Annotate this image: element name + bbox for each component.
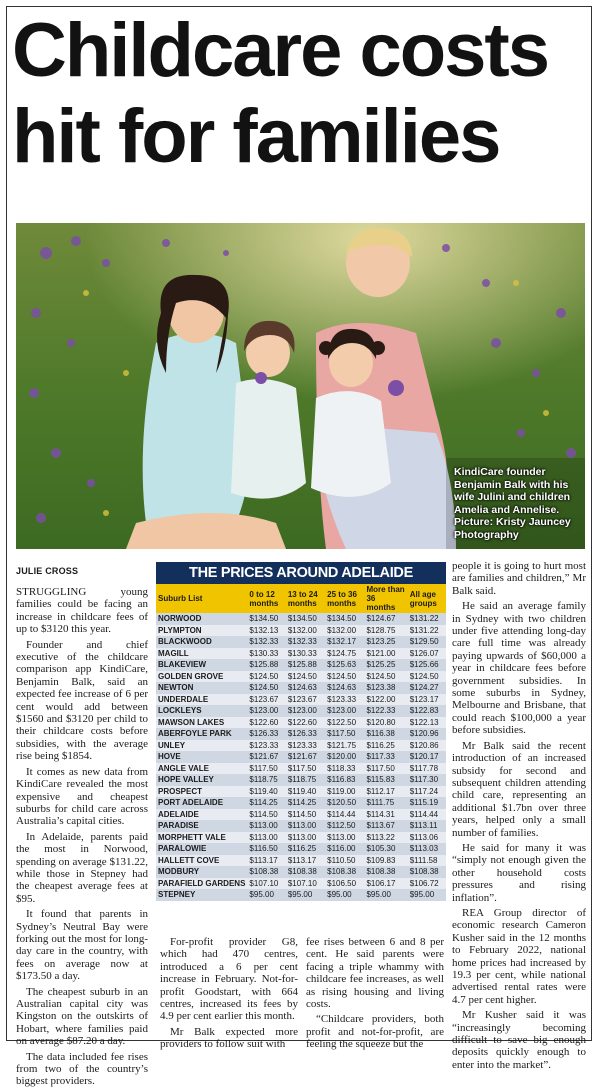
- article-paragraph: “Childcare providers, both profit and not-for-profit, are feeling the squeeze but the: [306, 1013, 444, 1051]
- price-cell: $124.50: [247, 671, 285, 683]
- article-paragraph: Founder and chief executive of the childcare comparison app KindiCare, Benjamin Balk, said an expected fee increase of 6 per cent would add between $1560 and $3120 per child to their childcare costs before subsidies, with the average rise being $1854.: [16, 638, 148, 763]
- price-cell: $121.00: [364, 648, 407, 660]
- price-cell: $108.38: [364, 866, 407, 878]
- suburb-cell: PARADISE: [156, 820, 247, 832]
- price-cell: $120.50: [325, 797, 364, 809]
- table-row: [156, 832, 446, 844]
- article-paragraph: REA Group director of economic research Cameron Kusher said in the 12 months to February 2022, national home prices had increased by 19.3 per cent, while national advertised rental rates were 4.7 per cent higher.: [452, 906, 586, 1006]
- price-cell: $95.00: [364, 889, 407, 901]
- price-cell: $113.00: [247, 820, 285, 832]
- price-cell: $124.27: [408, 682, 446, 694]
- price-cell: $105.30: [364, 843, 407, 855]
- suburb-cell: LOCKLEYS: [156, 705, 247, 717]
- price-cell: $116.25: [286, 843, 325, 855]
- price-cell: $95.00: [325, 889, 364, 901]
- price-cell: $112.50: [325, 820, 364, 832]
- article-column-mid-2: [306, 936, 444, 1054]
- price-cell: $114.50: [247, 809, 285, 821]
- price-cell: $113.03: [408, 843, 446, 855]
- price-cell: $129.50: [408, 636, 446, 648]
- table-row: [156, 878, 446, 890]
- price-cell: $114.31: [364, 809, 407, 821]
- price-cell: $130.33: [247, 648, 285, 660]
- price-cell: $117.50: [247, 763, 285, 775]
- table-row: [156, 855, 446, 867]
- price-cell: $123.00: [286, 705, 325, 717]
- price-cell: $119.40: [247, 786, 285, 798]
- price-cell: $120.80: [364, 717, 407, 729]
- price-cell: $113.00: [286, 820, 325, 832]
- price-cell: $109.83: [364, 855, 407, 867]
- price-cell: $123.67: [286, 694, 325, 706]
- price-cell: $95.00: [408, 889, 446, 901]
- price-cell: $132.00: [286, 625, 325, 637]
- price-cell: $113.17: [286, 855, 325, 867]
- table-row: [156, 763, 446, 775]
- price-cell: $120.00: [325, 751, 364, 763]
- price-cell: $132.33: [286, 636, 325, 648]
- prices-grid: [156, 584, 446, 901]
- suburb-cell: HOVE: [156, 751, 247, 763]
- table-row: [156, 866, 446, 878]
- price-cell: $124.50: [286, 671, 325, 683]
- price-cell: $106.72: [408, 878, 446, 890]
- table-row: [156, 797, 446, 809]
- column-header: More than 36 months: [364, 584, 407, 613]
- price-cell: $113.17: [247, 855, 285, 867]
- suburb-cell: STEPNEY: [156, 889, 247, 901]
- column-header: 0 to 12 months: [247, 584, 285, 613]
- suburb-cell: HOPE VALLEY: [156, 774, 247, 786]
- price-cell: $120.96: [408, 728, 446, 740]
- price-cell: $123.00: [247, 705, 285, 717]
- table-row: [156, 717, 446, 729]
- price-cell: $122.00: [364, 694, 407, 706]
- table-row: [156, 786, 446, 798]
- price-cell: $114.50: [286, 809, 325, 821]
- price-cell: $124.50: [364, 671, 407, 683]
- price-cell: $124.75: [325, 648, 364, 660]
- price-cell: $106.17: [364, 878, 407, 890]
- table-row: [156, 820, 446, 832]
- price-cell: $115.83: [364, 774, 407, 786]
- price-cell: $125.88: [247, 659, 285, 671]
- table-title: THE PRICES AROUND ADELAIDE: [156, 562, 446, 584]
- price-cell: $114.44: [325, 809, 364, 821]
- table-row: [156, 682, 446, 694]
- price-cell: $134.50: [286, 613, 325, 625]
- price-cell: $125.63: [325, 659, 364, 671]
- suburb-cell: MORPHETT VALE: [156, 832, 247, 844]
- price-cell: $122.50: [325, 717, 364, 729]
- suburb-cell: ADELAIDE: [156, 809, 247, 821]
- table-row: [156, 694, 446, 706]
- table-row: [156, 636, 446, 648]
- price-cell: $108.38: [325, 866, 364, 878]
- suburb-cell: HALLETT COVE: [156, 855, 247, 867]
- price-cell: $123.67: [247, 694, 285, 706]
- price-cell: $125.25: [364, 659, 407, 671]
- price-cell: $113.00: [325, 832, 364, 844]
- table-row: [156, 889, 446, 901]
- suburb-cell: PARALOWIE: [156, 843, 247, 855]
- price-cell: $114.44: [408, 809, 446, 821]
- price-cell: $123.00: [325, 705, 364, 717]
- price-cell: $113.22: [364, 832, 407, 844]
- price-cell: $118.75: [286, 774, 325, 786]
- column-header: 13 to 24 months: [286, 584, 325, 613]
- suburb-cell: NORWOOD: [156, 613, 247, 625]
- table-row: [156, 740, 446, 752]
- suburb-cell: UNDERDALE: [156, 694, 247, 706]
- table-row: [156, 843, 446, 855]
- table-header-row: [156, 584, 446, 613]
- suburb-cell: PORT ADELAIDE: [156, 797, 247, 809]
- price-cell: $132.33: [247, 636, 285, 648]
- table-row: [156, 625, 446, 637]
- article-paragraph: fee rises between 6 and 8 per cent. He said parents were facing a triple whammy with childcare fee increases, as well as rising housing and living costs.: [306, 936, 444, 1011]
- price-cell: $118.33: [325, 763, 364, 775]
- suburb-cell: MODBURY: [156, 866, 247, 878]
- price-cell: $113.67: [364, 820, 407, 832]
- price-cell: $122.83: [408, 705, 446, 717]
- article-paragraph: In Adelaide, parents paid the most in Norwood, spending on average $131.22, while those in Stepney had the cheapest average fees at $95.: [16, 830, 148, 905]
- price-cell: $117.50: [325, 728, 364, 740]
- price-cell: $124.50: [247, 682, 285, 694]
- article-paragraph: It comes as new data from KindiCare revealed the most expensive and cheapest suburbs for child care across Australia’s capital cities.: [16, 765, 148, 828]
- price-cell: $132.00: [325, 625, 364, 637]
- price-cell: $114.25: [247, 797, 285, 809]
- price-cell: $124.63: [286, 682, 325, 694]
- price-cell: $113.00: [286, 832, 325, 844]
- price-cell: $107.10: [247, 878, 285, 890]
- suburb-cell: MAWSON LAKES: [156, 717, 247, 729]
- price-cell: $114.25: [286, 797, 325, 809]
- article-paragraph: STRUGGLING young families could be facing an increase in childcare fees of up to $3120 this year.: [16, 586, 148, 636]
- price-cell: $116.00: [325, 843, 364, 855]
- price-cell: $121.67: [286, 751, 325, 763]
- price-cell: $123.38: [364, 682, 407, 694]
- price-cell: $118.75: [247, 774, 285, 786]
- price-cell: $111.58: [408, 855, 446, 867]
- article-paragraph: It found that parents in Sydney’s Neutral Bay were forking out the most for long-day care in the country, with fees on average now at $173.50 a day.: [16, 908, 148, 983]
- table-row: [156, 613, 446, 625]
- suburb-cell: BLACKWOOD: [156, 636, 247, 648]
- price-cell: $122.13: [408, 717, 446, 729]
- photo-caption: KindiCare founder Benjamin Balk with his wife Julini and children Amelia and Annelise. Picture: Kristy Jauncey Photography: [454, 466, 571, 541]
- suburb-cell: GOLDEN GROVE: [156, 671, 247, 683]
- price-cell: $120.86: [408, 740, 446, 752]
- article-column-left: [16, 586, 148, 1091]
- price-cell: $134.50: [247, 613, 285, 625]
- price-cell: $112.17: [364, 786, 407, 798]
- table-row: [156, 671, 446, 683]
- article-paragraph: Mr Balk expected more providers to follow suit with: [160, 1025, 298, 1051]
- article-column-mid-1: [160, 936, 298, 1054]
- price-cell: $124.50: [325, 671, 364, 683]
- price-cell: $106.50: [325, 878, 364, 890]
- price-cell: $117.24: [408, 786, 446, 798]
- price-cell: $120.17: [408, 751, 446, 763]
- price-cell: $117.50: [364, 763, 407, 775]
- price-cell: $125.66: [408, 659, 446, 671]
- price-cell: $107.10: [286, 878, 325, 890]
- article-paragraph: For-profit provider G8, which had 470 centres, introduced a 6 per cent increase in February. Not-for-profit Goodstart, with 664 centres, increased its fees by 4.9 per cent earlier this month.: [160, 936, 298, 1023]
- price-cell: $119.40: [286, 786, 325, 798]
- price-cell: $115.19: [408, 797, 446, 809]
- suburb-cell: PROSPECT: [156, 786, 247, 798]
- price-cell: $131.22: [408, 625, 446, 637]
- price-cell: $121.75: [325, 740, 364, 752]
- column-header: Suburb List: [156, 584, 247, 613]
- suburb-cell: UNLEY: [156, 740, 247, 752]
- price-cell: $122.60: [286, 717, 325, 729]
- article-paragraph: Mr Kusher said it was “increasingly becoming difficult to save big enough deposits quickly enough to enter into the market”.: [452, 1009, 586, 1071]
- price-cell: $128.75: [364, 625, 407, 637]
- article-column-right: [452, 560, 586, 1074]
- price-cell: $117.33: [364, 751, 407, 763]
- price-cell: $108.38: [247, 866, 285, 878]
- price-cell: $113.00: [247, 832, 285, 844]
- article-paragraph: The data included fee rises from two of the country’s biggest providers.: [16, 1050, 148, 1088]
- price-cell: $117.78: [408, 763, 446, 775]
- price-cell: $108.38: [286, 866, 325, 878]
- suburb-cell: NEWTON: [156, 682, 247, 694]
- price-cell: $117.30: [408, 774, 446, 786]
- price-cell: $126.07: [408, 648, 446, 660]
- price-cell: $123.33: [286, 740, 325, 752]
- prices-table: [156, 562, 446, 901]
- price-cell: $113.06: [408, 832, 446, 844]
- price-cell: $123.17: [408, 694, 446, 706]
- price-cell: $132.17: [325, 636, 364, 648]
- byline: JULIE CROSS: [16, 566, 79, 576]
- price-cell: $134.50: [325, 613, 364, 625]
- price-cell: $95.00: [286, 889, 325, 901]
- table-row: [156, 659, 446, 671]
- price-cell: $116.50: [247, 843, 285, 855]
- price-cell: $124.67: [364, 613, 407, 625]
- table-row: [156, 809, 446, 821]
- suburb-cell: ABERFOYLE PARK: [156, 728, 247, 740]
- price-cell: $117.50: [286, 763, 325, 775]
- article-paragraph: He said an average family in Sydney with two children under five attending long-day care full time was already paying upwards of $60,000 a year in childcare fees before government subsidies. In some suburbs in Sydney, Melbourne and Brisbane, that could reach $100,000 a year before subsidies.: [452, 600, 586, 737]
- table-row: [156, 751, 446, 763]
- article-paragraph: The cheapest suburb in an Australian capital city was Kingston on the outskirts of Hobart, where families paid on average $87.20 a day.: [16, 985, 148, 1048]
- table-row: [156, 728, 446, 740]
- price-cell: $123.25: [364, 636, 407, 648]
- article-paragraph: people it is going to hurt most are families and children,” Mr Balk said.: [452, 560, 586, 597]
- table-row: [156, 774, 446, 786]
- price-cell: $116.38: [364, 728, 407, 740]
- price-cell: $108.38: [408, 866, 446, 878]
- price-cell: $126.33: [286, 728, 325, 740]
- table-body: [156, 613, 446, 901]
- price-cell: $113.11: [408, 820, 446, 832]
- price-cell: $126.33: [247, 728, 285, 740]
- price-cell: $122.33: [364, 705, 407, 717]
- price-cell: $95.00: [247, 889, 285, 901]
- price-cell: $111.75: [364, 797, 407, 809]
- price-cell: $124.63: [325, 682, 364, 694]
- price-cell: $124.50: [408, 671, 446, 683]
- price-cell: $125.88: [286, 659, 325, 671]
- headline: Childcare costs hit for families: [12, 8, 548, 179]
- price-cell: $116.83: [325, 774, 364, 786]
- suburb-cell: BLAKEVIEW: [156, 659, 247, 671]
- column-header: All age groups: [408, 584, 446, 613]
- price-cell: $132.13: [247, 625, 285, 637]
- table-row: [156, 705, 446, 717]
- price-cell: $119.00: [325, 786, 364, 798]
- column-header: 25 to 36 months: [325, 584, 364, 613]
- price-cell: $121.67: [247, 751, 285, 763]
- table-row: [156, 648, 446, 660]
- suburb-cell: MAGILL: [156, 648, 247, 660]
- price-cell: $123.33: [325, 694, 364, 706]
- price-cell: $116.25: [364, 740, 407, 752]
- price-cell: $110.50: [325, 855, 364, 867]
- suburb-cell: ANGLE VALE: [156, 763, 247, 775]
- price-cell: $123.33: [247, 740, 285, 752]
- price-cell: $131.22: [408, 613, 446, 625]
- price-cell: $122.60: [247, 717, 285, 729]
- suburb-cell: PARAFIELD GARDENS: [158, 878, 246, 888]
- article-paragraph: Mr Balk said the recent introduction of an increased subsidy for second and subsequent children attending child care, representing an additional $1.7bn over three years, helped only a small number of families.: [452, 739, 586, 839]
- article-paragraph: He said for many it was “simply not enough given the other household costs pressures and rising inflation”.: [452, 841, 586, 904]
- price-cell: $130.33: [286, 648, 325, 660]
- suburb-cell: PLYMPTON: [156, 625, 247, 637]
